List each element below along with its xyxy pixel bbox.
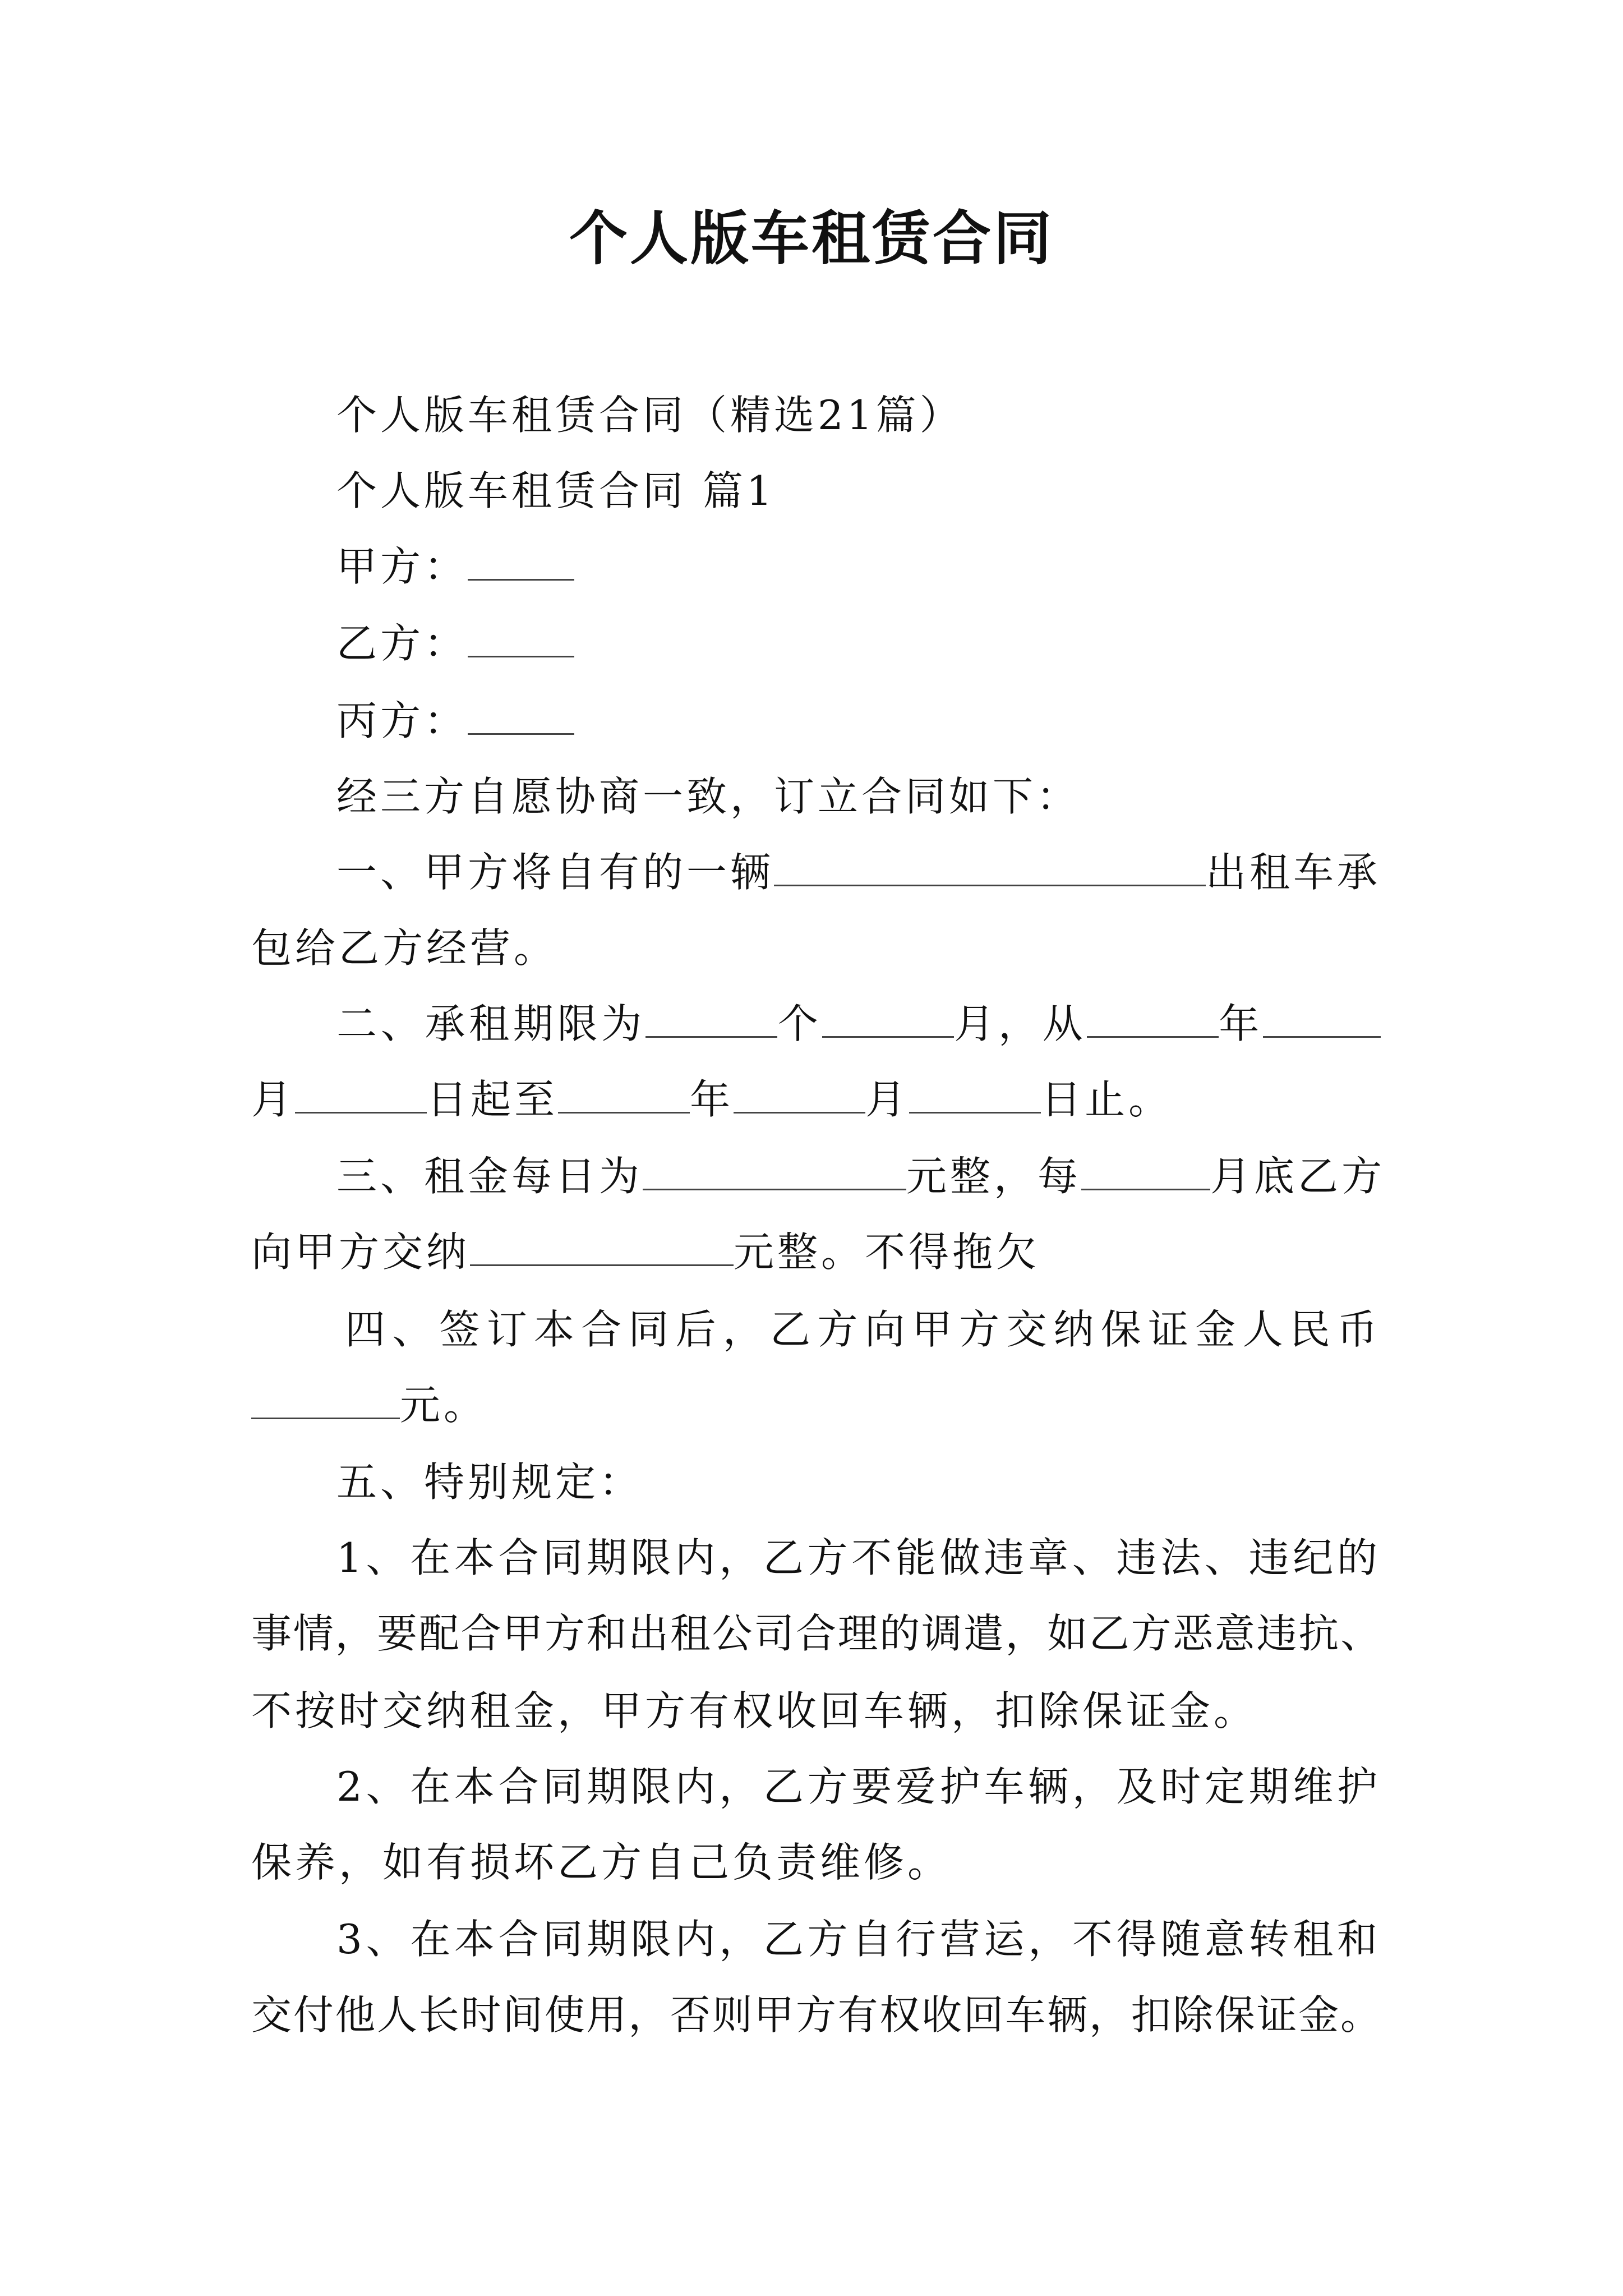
clause2-blank-7 bbox=[734, 1079, 865, 1114]
party-b-label: 乙方： bbox=[336, 620, 468, 667]
clause3-part2: 元整，每 bbox=[906, 1153, 1082, 1200]
clause2-part1: 二、承租期限为 bbox=[336, 1000, 646, 1047]
party-b-line bbox=[336, 610, 1381, 677]
clause1-part1: 一、甲方将自有的一辆 bbox=[336, 849, 774, 896]
clause3-period-blank bbox=[1081, 1156, 1210, 1190]
clause3-line1 bbox=[336, 1143, 1386, 1210]
clause2-blank-5 bbox=[295, 1079, 427, 1114]
clause2-line2-part1: 月 bbox=[251, 1076, 296, 1123]
clause2-line2-part5: 日止。 bbox=[1041, 1076, 1173, 1123]
party-a-line bbox=[336, 533, 1381, 600]
clause2-blank-4 bbox=[1263, 1004, 1381, 1038]
clause2-blank-3 bbox=[1087, 1004, 1219, 1038]
clause2-line2 bbox=[251, 1066, 1381, 1133]
clause3-part3: 月底乙方 bbox=[1210, 1153, 1386, 1200]
rule2-line2: 保养，如有损坏乙方自己负责维修。 bbox=[251, 1839, 952, 1886]
clause3-line2-part1: 向甲方交纳 bbox=[251, 1228, 471, 1276]
clause2-part4: 年 bbox=[1218, 1000, 1263, 1047]
party-c-blank bbox=[468, 701, 574, 735]
party-a-label: 甲方： bbox=[336, 543, 468, 590]
intro-text: 经三方自愿协商一致，订立合同如下： bbox=[336, 773, 1081, 820]
party-b-blank bbox=[468, 623, 574, 657]
clause2-line2-part3: 年 bbox=[690, 1076, 734, 1123]
party-a-blank bbox=[468, 546, 574, 581]
document-subtitle: 个人版车租赁合同（精选21篇） bbox=[336, 392, 963, 439]
clause3-line2-part2: 元整。不得拖欠 bbox=[734, 1228, 1040, 1276]
clause1-vehicle-blank bbox=[774, 852, 1206, 886]
section-heading: 个人版车租赁合同 篇1 bbox=[336, 467, 776, 514]
clause2-blank-8 bbox=[909, 1079, 1041, 1114]
clause3-line2 bbox=[251, 1218, 1381, 1286]
clause2-line2-part4: 月 bbox=[865, 1076, 910, 1123]
clause4-line2 bbox=[251, 1372, 1381, 1439]
clause2-part2: 个 bbox=[777, 1000, 822, 1047]
clause3-part1: 三、租金每日为 bbox=[336, 1153, 643, 1200]
clause1-line2: 包给乙方经营。 bbox=[251, 924, 558, 972]
rule2-line1: 2、在本合同期限内，乙方要爱护车辆，及时定期维护 bbox=[336, 1763, 1381, 1810]
rule3-line2: 交付他人长时间使用，否则甲方有权收回车辆，扣除保证金。 bbox=[251, 1991, 1381, 2039]
clause2-line2-part2: 日起至 bbox=[427, 1076, 559, 1123]
rule1-line2: 事情，要配合甲方和出租公司合理的调遣，如乙方恶意违抗、 bbox=[251, 1610, 1381, 1657]
rule1-line1: 1、在本合同期限内，乙方不能做违章、违法、违纪的 bbox=[336, 1534, 1381, 1581]
clause2-blank-2 bbox=[822, 1004, 954, 1038]
clause2-part3: 月，从 bbox=[953, 1000, 1087, 1047]
clause2-blank-6 bbox=[558, 1079, 690, 1114]
party-c-label: 丙方： bbox=[336, 697, 468, 744]
clause2-line1 bbox=[336, 990, 1381, 1057]
party-c-line bbox=[336, 687, 1381, 754]
clause3-payment-blank bbox=[470, 1232, 734, 1266]
rule3-line1: 3、在本合同期限内，乙方自行营运，不得随意转租和 bbox=[336, 1916, 1381, 1963]
clause2-blank-1 bbox=[645, 1004, 777, 1038]
document-title: 个人版车租赁合同 bbox=[569, 204, 1054, 273]
clause4-line1: 四、签订本合同后，乙方向甲方交纳保证金人民币 bbox=[345, 1306, 1381, 1353]
clause4-line2-text: 元。 bbox=[400, 1382, 488, 1429]
rule1-line3: 不按时交纳租金，甲方有权收回车辆，扣除保证金。 bbox=[251, 1687, 1258, 1734]
clause5-heading: 五、特别规定： bbox=[336, 1458, 643, 1506]
clause4-deposit-blank bbox=[251, 1385, 400, 1419]
clause3-daily-rent-blank bbox=[643, 1156, 906, 1190]
clause1-part2: 出租车承 bbox=[1206, 849, 1381, 896]
clause1-line1 bbox=[336, 839, 1381, 906]
